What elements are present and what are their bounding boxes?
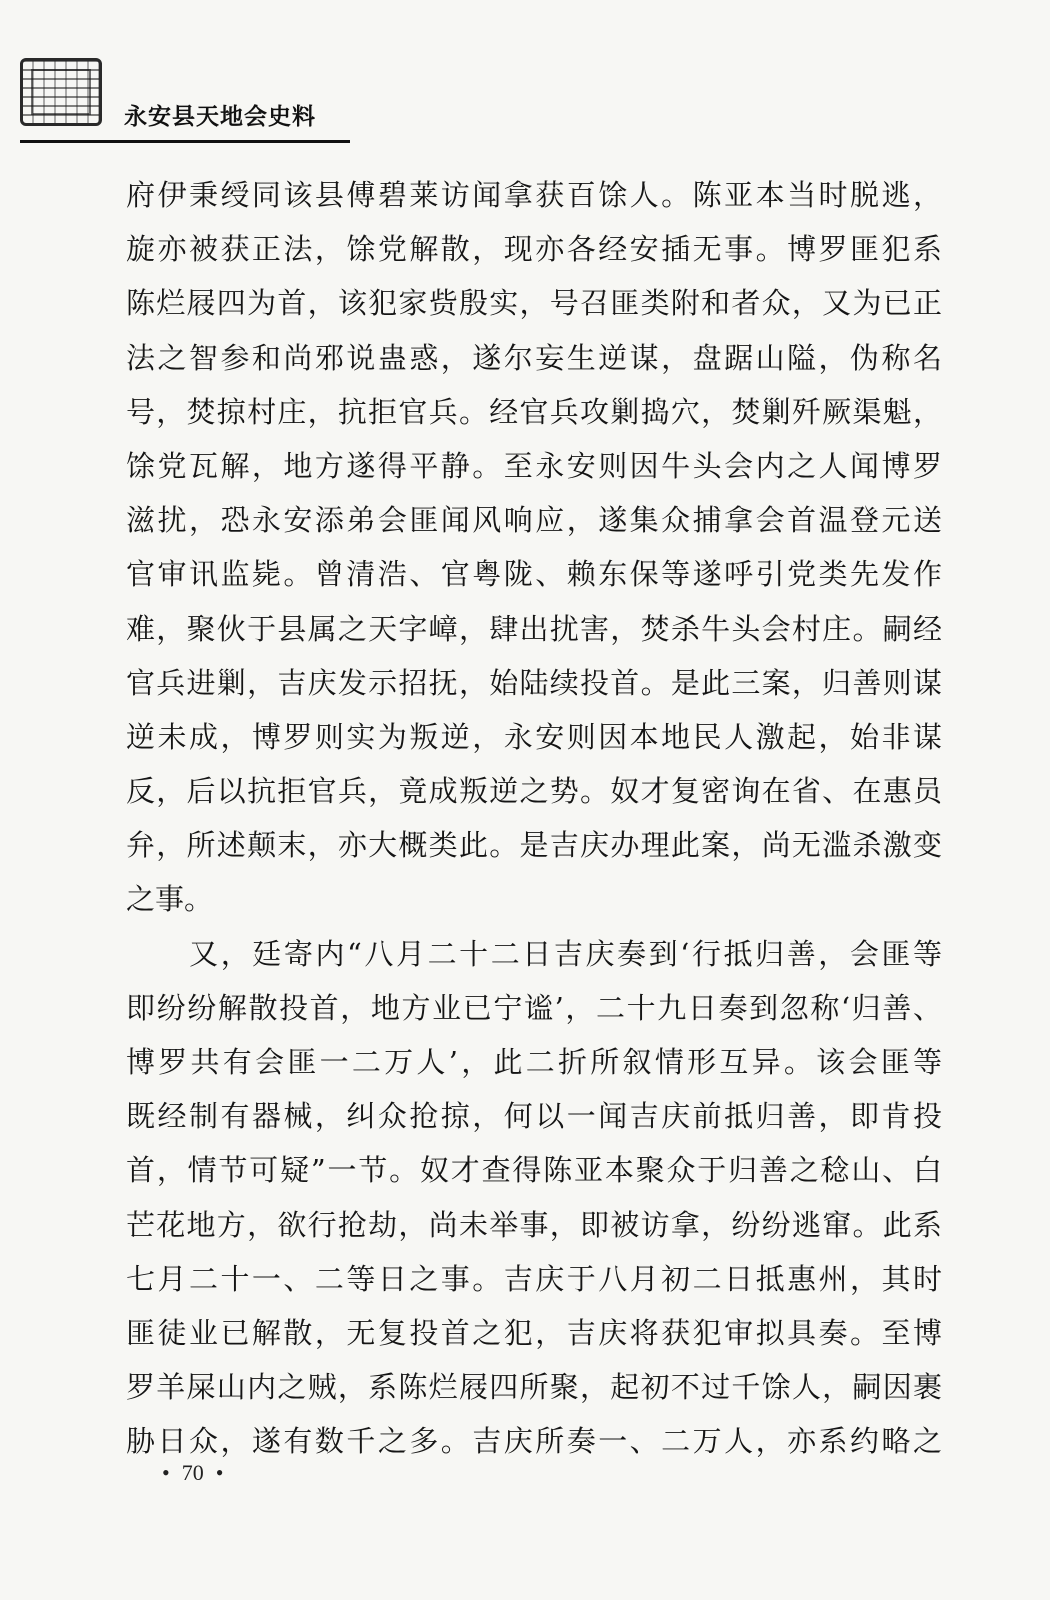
text-line: 即纷纷解散投首，地方业已宁谧’，二十九日奏到忽称‘归善、 [126,990,942,1025]
seal-stamp-icon [20,58,102,126]
text-line: 号，焚掠村庄，抗拒官兵。经官兵攻剿捣穴，焚剿歼厥渠魁， [126,394,942,429]
page-footer [150,1460,235,1486]
header-rule [20,140,350,143]
text-line: 之事。 [126,882,214,917]
running-header [20,58,360,148]
text-line: 匪徒业已解散，无复投首之犯，吉庆将获犯审拟具奏。至博 [126,1315,942,1350]
text-line: 又，廷寄内“八月二十二日吉庆奏到‘行抵归善，会匪等 [126,936,942,971]
text-line: 首，情节可疑”一节。奴才查得陈亚本聚众于归善之稔山、白 [126,1153,942,1188]
page-number: 70 [181,1460,204,1485]
text-line: 陈烂屐四为首，该犯家赀殷实，号召匪类附和者众，又为已正 [126,286,942,321]
text-line: 芒花地方，欲行抢劫，尚未举事，即被访拿，纷纷逃窜。此系 [126,1207,942,1242]
text-line: 官兵进剿，吉庆发示招抚，始陆续投首。是此三案，归善则谋 [126,665,942,700]
text-line: 博罗共有会匪一二万人’，此二折所叙情形互异。该会匪等 [126,1045,942,1079]
text-line: 既经制有器械，纠众抢掠，何以一闻吉庆前抵归善，即肯投 [126,1099,942,1134]
text-line: 胁日众，遂有数千之多。吉庆所奏一、二万人，亦系约略之 [126,1424,942,1459]
text-line: 旋亦被获正法，馀党解散，现亦各经安插无事。博罗匪犯系 [126,232,942,267]
text-line: 滋扰，恐永安添弟会匪闻风响应，遂集众捕拿会首温登元送 [126,503,942,538]
text-line: 法之智参和尚邪说蛊惑，遂尔妄生逆谋，盘踞山隘，伪称名 [126,340,942,375]
text-line: 弁，所述颠末，亦大概类此。是吉庆办理此案，尚无滥杀激变 [126,828,942,863]
bullet-dot-icon: • [215,1460,224,1485]
text-line: 反，后以抗拒官兵，竟成叛逆之势。奴才复密询在省、在惠员 [126,774,942,809]
text-line: 官审讯监毙。曾清浩、官粤陇、赖东保等遂呼引党类先发作 [126,557,942,592]
book-title: 永安县天地会史料 [124,104,316,130]
body-text [126,168,942,1469]
text-line: 府伊秉绶同该县傅碧莱访闻拿获百馀人。陈亚本当时脱逃， [126,178,942,212]
text-line: 七月二十一、二等日之事。吉庆于八月初二日抵惠州，其时 [126,1261,942,1296]
text-line: 逆未成，博罗则实为叛逆，永安则因本地民人激起，始非谋 [126,719,942,754]
text-line: 馀党瓦解，地方遂得平静。至永安则因牛头会内之人闻博罗 [126,448,942,483]
text-line: 难，聚伙于县属之天字嶂，肆出扰害，焚杀牛头会村庄。嗣经 [126,611,942,646]
bullet-dot-icon: • [162,1460,170,1485]
text-line: 罗羊屎山内之贼，系陈烂屐四所聚，起初不过千馀人，嗣因裹 [126,1370,942,1405]
